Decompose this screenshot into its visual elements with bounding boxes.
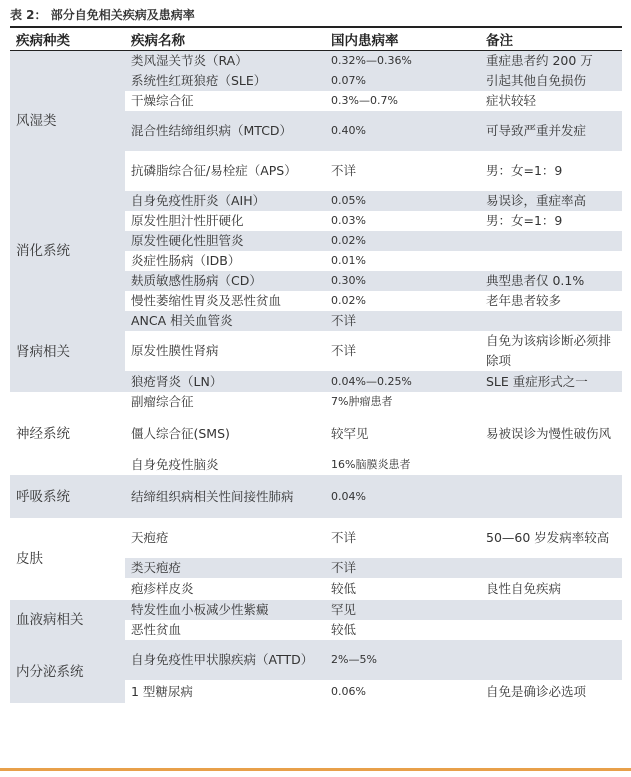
header-domestic-rate: 国内患病率 <box>325 27 480 51</box>
disease-name-cell: 自身免疫性甲状腺疾病（ATTD） <box>125 640 325 680</box>
note-cell <box>480 475 622 518</box>
note-cell <box>480 640 622 680</box>
rate-cell: 0.40% <box>325 111 480 151</box>
category-cell: 血液病相关 <box>10 600 125 640</box>
rate-cell: 较低 <box>331 622 357 637</box>
rate-cell: 0.01% <box>331 254 366 267</box>
rate-cell: 不详 <box>331 343 357 358</box>
rate-cell: 不详 <box>331 163 357 178</box>
rate-cell: 不详 <box>325 311 480 331</box>
rate-cell: 0.05% <box>325 191 480 211</box>
table-header-row <box>10 27 622 51</box>
rate-cell: 0.3%—0.7% <box>331 94 398 107</box>
note-cell <box>480 231 622 251</box>
note-cell: 良性自免疾病 <box>486 581 562 596</box>
note-cell <box>480 558 622 578</box>
disease-name-cell: 原发性硬化性胆管炎 <box>125 231 325 251</box>
rate-cell: 2%—5% <box>325 640 480 680</box>
disease-name-cell: 结缔组织病相关性间接性肺病 <box>125 475 325 518</box>
note-cell: 重症患者约 200 万 <box>480 51 622 72</box>
disease-name-cell: 僵人综合征(SMS) <box>131 425 230 441</box>
rate-cell: 7%肿瘤患者 <box>331 395 393 408</box>
table-row <box>10 640 622 680</box>
header-disease-name: 疾病名称 <box>125 27 325 51</box>
disease-name-cell: 原发性膜性肾病 <box>131 343 219 358</box>
category-cell: 消化系统 <box>10 191 125 311</box>
note-cell <box>480 600 622 620</box>
note-cell: 症状较轻 <box>486 93 537 108</box>
disease-name-cell: 干燥综合征 <box>131 93 194 108</box>
disease-name-cell: 狼疮肾炎（LN） <box>125 371 325 392</box>
table-caption: 表 2： 部分自免相关疾病及患病率 <box>10 8 195 22</box>
bottom-rule <box>0 768 631 771</box>
table-row <box>10 475 622 518</box>
table-row <box>10 392 622 412</box>
disease-name-cell: 系统性红斑狼疮（SLE） <box>125 71 325 91</box>
rate-cell: 0.04% <box>325 475 480 518</box>
category-cell: 呼吸系统 <box>10 475 125 518</box>
table-row <box>10 311 622 331</box>
category-cell: 神经系统 <box>10 392 125 475</box>
disease-name-cell: 天疱疮 <box>131 530 169 545</box>
note-cell: 自免为该病诊断必须排除项 <box>486 333 612 368</box>
rate-cell: 0.03% <box>331 214 366 227</box>
disease-name-cell: 自身免疫性脑炎 <box>131 457 219 472</box>
category-cell: 风湿类 <box>10 51 125 192</box>
disease-name-cell: 副瘤综合征 <box>131 394 194 409</box>
rate-cell: 较低 <box>331 581 357 596</box>
note-cell: 男：女=1：9 <box>486 213 563 228</box>
note-cell <box>480 392 622 412</box>
table-body <box>10 51 622 704</box>
header-note: 备注 <box>480 27 622 51</box>
note-cell: 自免是确诊必选项 <box>486 683 587 699</box>
rate-cell: 罕见 <box>325 600 480 620</box>
note-cell <box>480 455 622 475</box>
table-row <box>10 518 622 558</box>
rate-cell: 较罕见 <box>331 425 369 441</box>
note-cell: 可导致严重并发症 <box>480 111 622 151</box>
disease-name-cell: 原发性胆汁性肝硬化 <box>131 213 244 228</box>
note-cell: 典型患者仅 0.1% <box>480 271 622 291</box>
category-cell: 皮肤 <box>10 518 125 600</box>
rate-cell: 0.04%—0.25% <box>325 371 480 392</box>
rate-cell: 16%脑膜炎患者 <box>331 458 411 471</box>
disease-name-cell: 自身免疫性肝炎（AIH） <box>125 191 325 211</box>
disease-name-cell: 抗磷脂综合征/易栓症（APS） <box>131 163 297 178</box>
disease-name-cell: 疱疹样皮炎 <box>131 581 194 596</box>
note-cell: 男：女=1：9 <box>486 163 563 178</box>
header-category: 疾病种类 <box>10 27 125 51</box>
note-cell: 50—60 岁发病率较高 <box>486 530 610 545</box>
rate-cell: 不详 <box>331 530 357 545</box>
note-cell <box>480 311 622 331</box>
table-row <box>10 191 622 211</box>
note-cell: SLE 重症形式之一 <box>480 371 622 392</box>
category-cell: 肾病相关 <box>10 311 125 392</box>
note-cell: 易被误诊为慢性破伤风 <box>486 425 612 441</box>
disease-name-cell: 恶性贫血 <box>131 622 182 637</box>
rate-cell: 0.02% <box>325 231 480 251</box>
category-cell: 内分泌系统 <box>10 640 125 703</box>
table-row <box>10 600 622 620</box>
rate-cell: 0.06% <box>331 684 366 698</box>
disease-name-cell: 特发性血小板减少性紫癜 <box>125 600 325 620</box>
disease-name-cell: 麸质敏感性肠病（CD） <box>125 271 325 291</box>
note-cell <box>480 251 622 271</box>
disease-name-cell: 类天疱疮 <box>125 558 325 578</box>
disease-name-cell: 1 型糖尿病 <box>131 683 193 699</box>
rate-cell: 0.30% <box>325 271 480 291</box>
disease-name-cell: 类风湿关节炎（RA） <box>125 51 325 72</box>
disease-table <box>10 26 622 703</box>
table-row <box>10 51 622 72</box>
disease-name-cell: 混合性结缔组织病（MTCD） <box>125 111 325 151</box>
rate-cell: 0.02% <box>331 294 366 307</box>
note-cell: 引起其他自免损伤 <box>480 71 622 91</box>
disease-name-cell: 慢性萎缩性胃炎及恶性贫血 <box>131 293 282 308</box>
note-cell: 老年患者较多 <box>486 293 562 308</box>
rate-cell: 不详 <box>325 558 480 578</box>
disease-name-cell: 炎症性肠病（IDB） <box>131 253 241 268</box>
rate-cell: 0.32%—0.36% <box>325 51 480 72</box>
disease-name-cell: ANCA 相关血管炎 <box>125 311 325 331</box>
note-cell: 易误诊，重症率高 <box>480 191 622 211</box>
rate-cell: 0.07% <box>325 71 480 91</box>
note-cell <box>480 620 622 640</box>
